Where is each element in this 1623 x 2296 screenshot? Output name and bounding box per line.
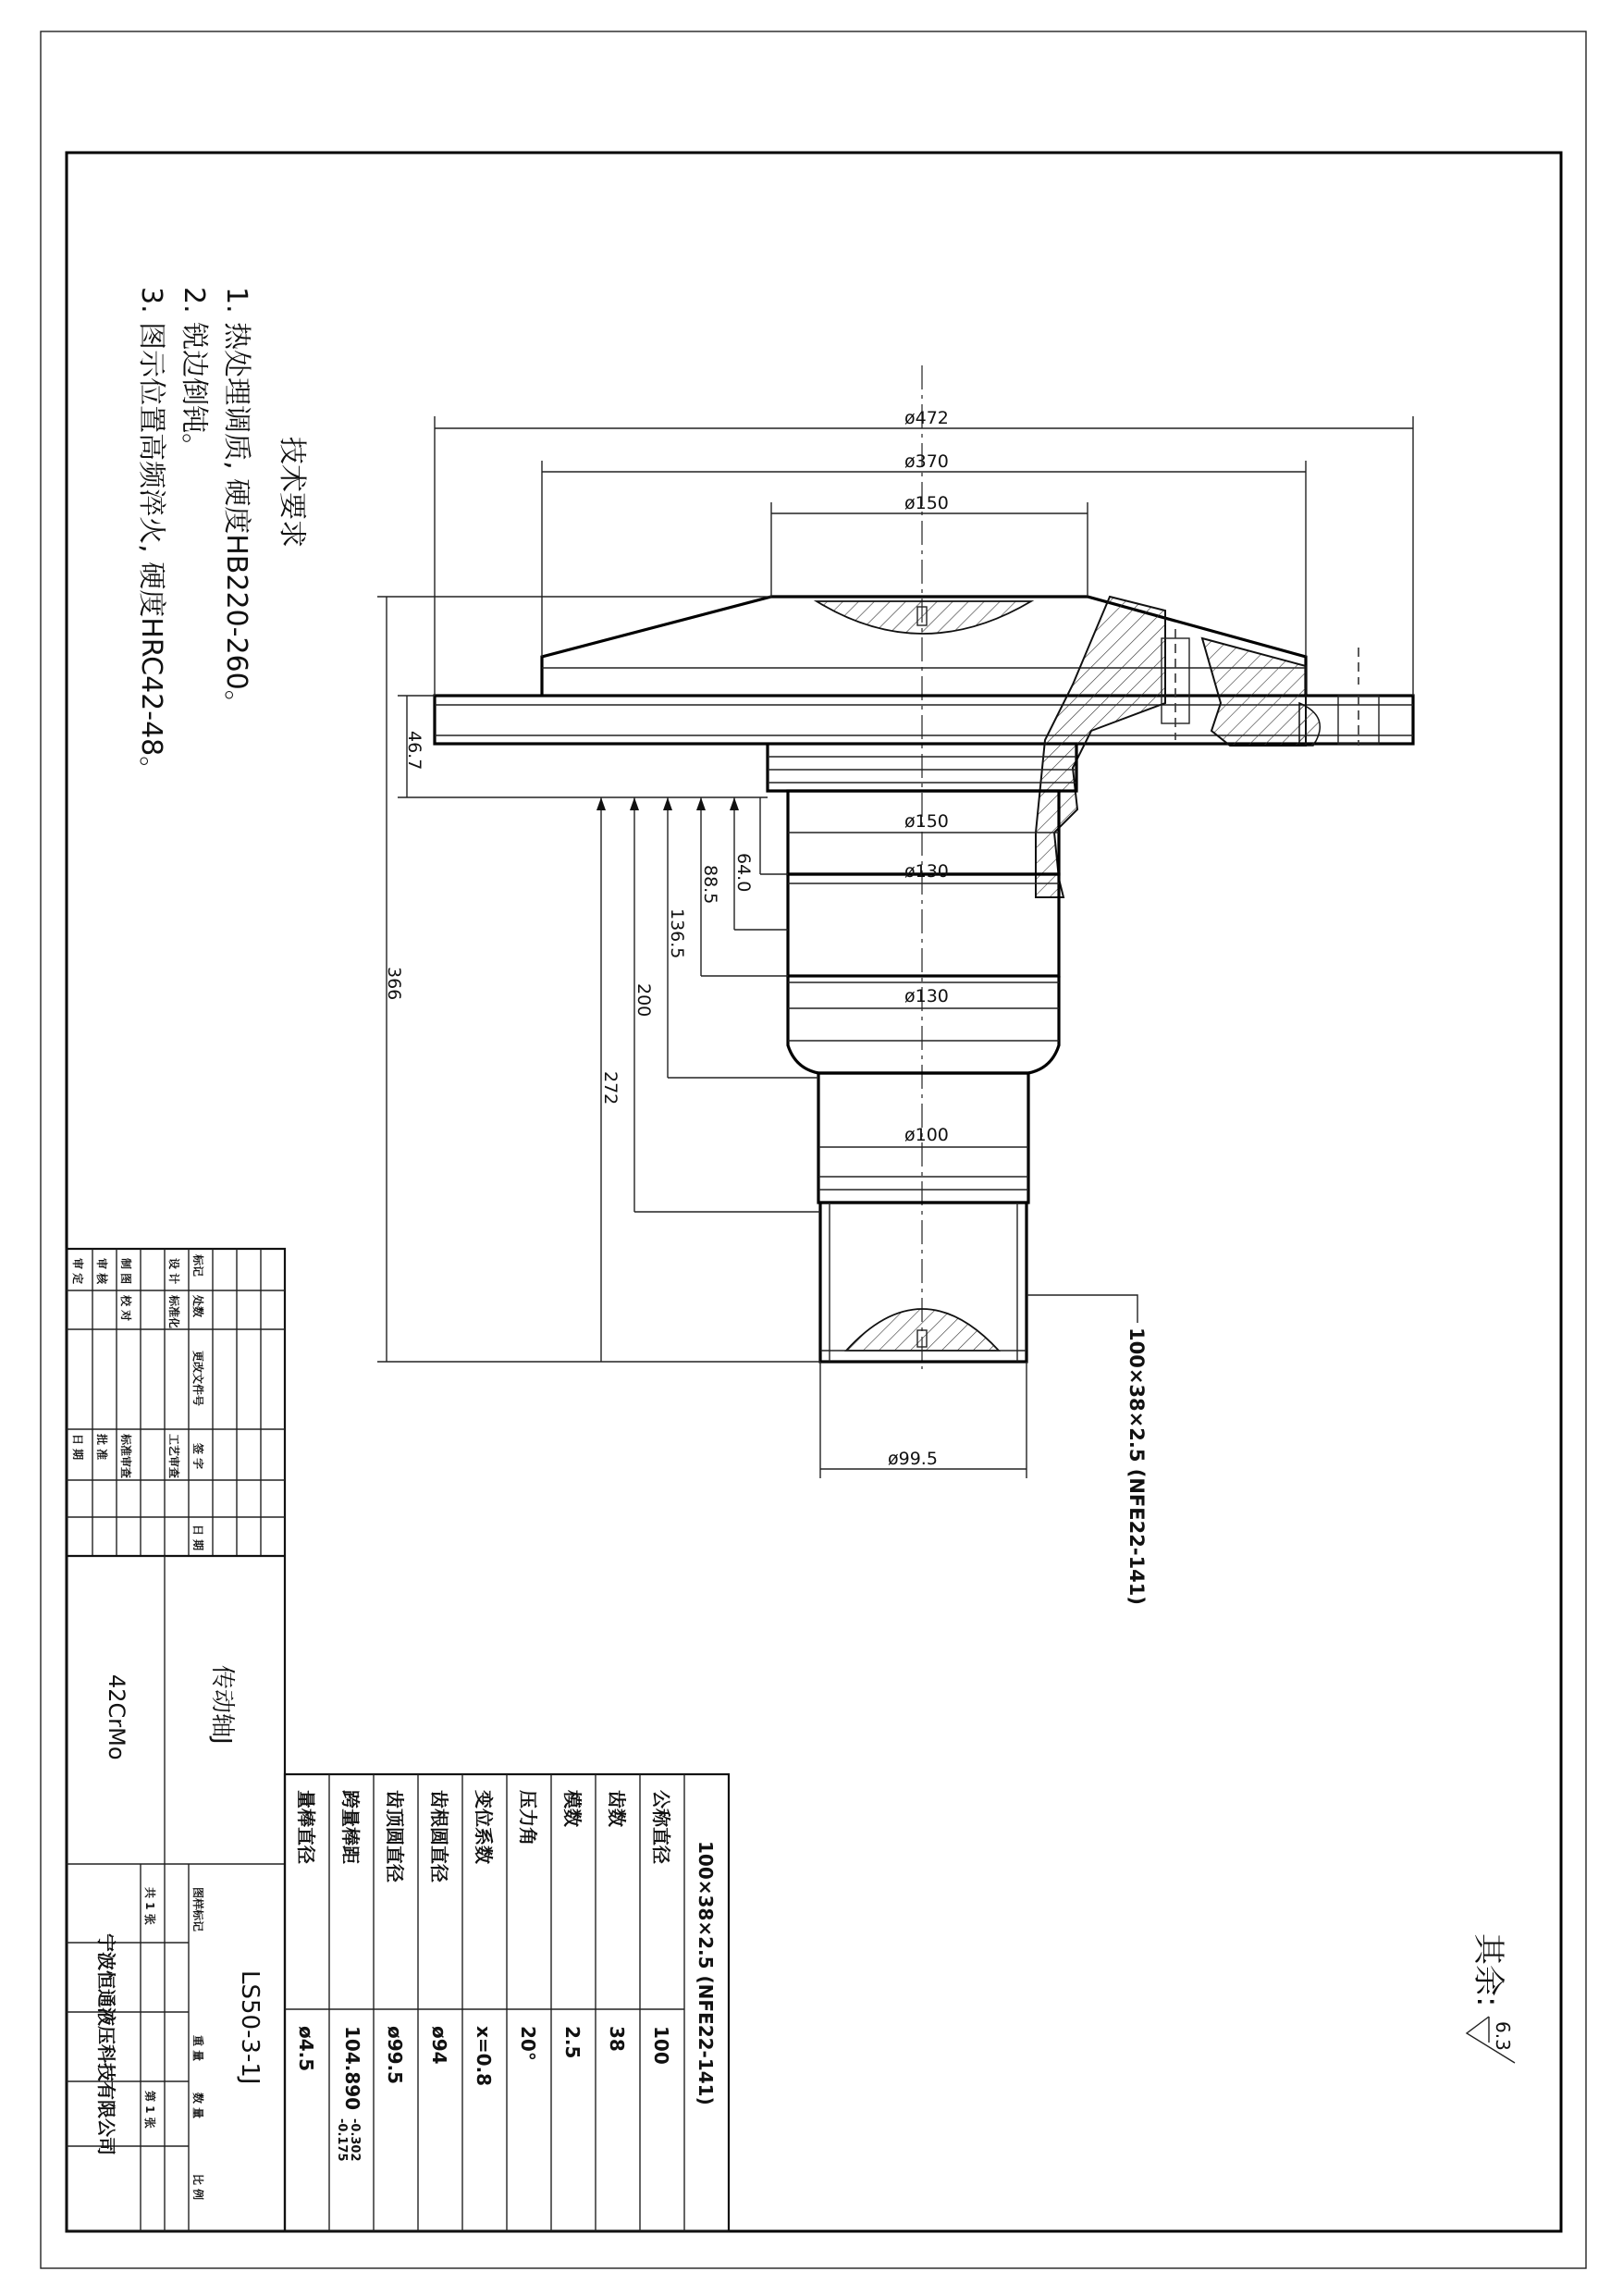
roughness-value: 6.3 [1492, 2021, 1514, 2051]
sign-row2-process: 工艺审查 [167, 1434, 180, 1479]
row-teeth-value: 38 [606, 2026, 628, 2052]
shaft-d130-upper [788, 874, 1059, 976]
row-nominal-dia-name: 公称直径 [650, 1790, 672, 1864]
row-tip-dia-name: 齿顶圆直径 [384, 1790, 406, 1882]
row-over-pin-tol-upper: -0.175 [335, 2118, 349, 2162]
row-tip-dia-value: ø99.5 [384, 2026, 406, 2085]
dim-d130-b: ø130 [904, 986, 949, 1006]
rev-header-mark: 标记 [191, 1254, 204, 1278]
row-module-value: 2.5 [561, 2026, 584, 2059]
row-pressure-angle-value: 20° [517, 2026, 539, 2061]
dim-d472: ø472 [904, 408, 949, 428]
material: 42CrMo [104, 1674, 129, 1760]
hub-section-hatch [1036, 597, 1165, 897]
dim-h366: 366 [384, 967, 404, 1001]
tech-req-item-1: 1. 热处理调质, 硬度HB220-260。 [220, 287, 252, 718]
dim-h200: 200 [633, 983, 654, 1018]
dim-d370: ø370 [904, 451, 949, 472]
sign-row-design: 设 计 [167, 1258, 180, 1285]
row-shift-coef-value: x=0.8 [473, 2026, 495, 2087]
rev-header-count: 处数 [191, 1295, 204, 1318]
stage-label: 图样标记 [191, 1887, 204, 1932]
total-sheets: 共 1 张 [143, 1887, 156, 1925]
row-pin-dia-value: ø4.5 [295, 2026, 317, 2072]
part-name: 传动轴J [208, 1665, 236, 1745]
dim-h64: 64.0 [733, 853, 754, 893]
outer-border [41, 31, 1586, 2268]
tech-req-item-2: 2. 锐边倒钝。 [178, 287, 210, 462]
dim-h272: 272 [600, 1071, 621, 1105]
row-pin-dia-name: 量棒直径 [295, 1790, 317, 1864]
row-module-name: 模数 [561, 1790, 584, 1827]
sign-row2-date: 日 期 [71, 1434, 84, 1461]
sign-row-approve: 审 定 [71, 1258, 84, 1285]
drawing-number: LS50-3-1J [236, 1970, 264, 2085]
rev-header-sign: 签 字 [191, 1443, 204, 1470]
shaft-drawing [377, 365, 1413, 1605]
sign-row2-proof: 校 对 [119, 1295, 132, 1322]
row-nominal-dia-value: 100 [650, 2026, 672, 2065]
sign-row2-stdcheck: 标准审查 [119, 1434, 132, 1479]
spline-parameter-table [285, 1774, 729, 2231]
dim-d150-mid: ø150 [904, 811, 949, 832]
scale-label: 比 例 [191, 2174, 204, 2201]
row-over-pin-tol-lower: -0.302 [348, 2118, 362, 2162]
dim-h46-7: 46.7 [404, 731, 424, 771]
flange-section-hatch [1202, 638, 1306, 746]
sheet-number: 第 1 张 [143, 2091, 156, 2129]
row-pressure-angle-name: 压力角 [517, 1790, 539, 1845]
sign-row2-approve: 批 准 [95, 1434, 108, 1461]
row-shift-coef-name: 变位系数 [473, 1790, 495, 1864]
roughness-label: 其余: [1469, 1933, 1506, 2007]
tech-req-item-3: 3. 图示位置高频淬火, 硬度HRC42-48。 [135, 287, 167, 784]
rev-header-docno: 更改文件号 [191, 1351, 204, 1407]
spline-table-header: 100×38×2.5 (NFE22-141) [695, 1841, 717, 2105]
sign-row-draw: 制 图 [119, 1258, 132, 1285]
dim-d130-a: ø130 [904, 861, 949, 882]
row-root-dia-name: 齿根圆直径 [428, 1790, 450, 1882]
dim-h88-5: 88.5 [700, 865, 720, 905]
qty-label: 数 量 [191, 2092, 204, 2119]
sign-row2-std: 标准化 [167, 1295, 180, 1329]
spline-callout: 100×38×2.5 (NFE22-141) [1125, 1327, 1148, 1605]
dim-h136-5: 136.5 [667, 908, 687, 959]
row-over-pin-name: 跨量棒距 [339, 1790, 362, 1864]
company-name: 宁波恒通液压科技有限公司 [95, 1933, 117, 2155]
sign-row-check: 审 核 [95, 1258, 108, 1285]
row-teeth-name: 齿数 [606, 1790, 628, 1827]
dim-d100: ø100 [904, 1125, 949, 1145]
technical-requirements [135, 287, 308, 784]
surface-roughness-note [1467, 1933, 1515, 2063]
tech-req-title: 技术要求 [276, 437, 308, 548]
dim-d99-5: ø99.5 [888, 1449, 938, 1469]
weight-label: 重 量 [191, 2035, 204, 2062]
row-over-pin-value: 104.890 [341, 2026, 363, 2111]
dim-d150-top: ø150 [904, 493, 949, 513]
top-center-hole-section [817, 601, 1031, 634]
row-root-dia-value: ø94 [428, 2026, 450, 2065]
title-block [67, 1249, 285, 2231]
rev-header-date: 日 期 [191, 1524, 204, 1551]
